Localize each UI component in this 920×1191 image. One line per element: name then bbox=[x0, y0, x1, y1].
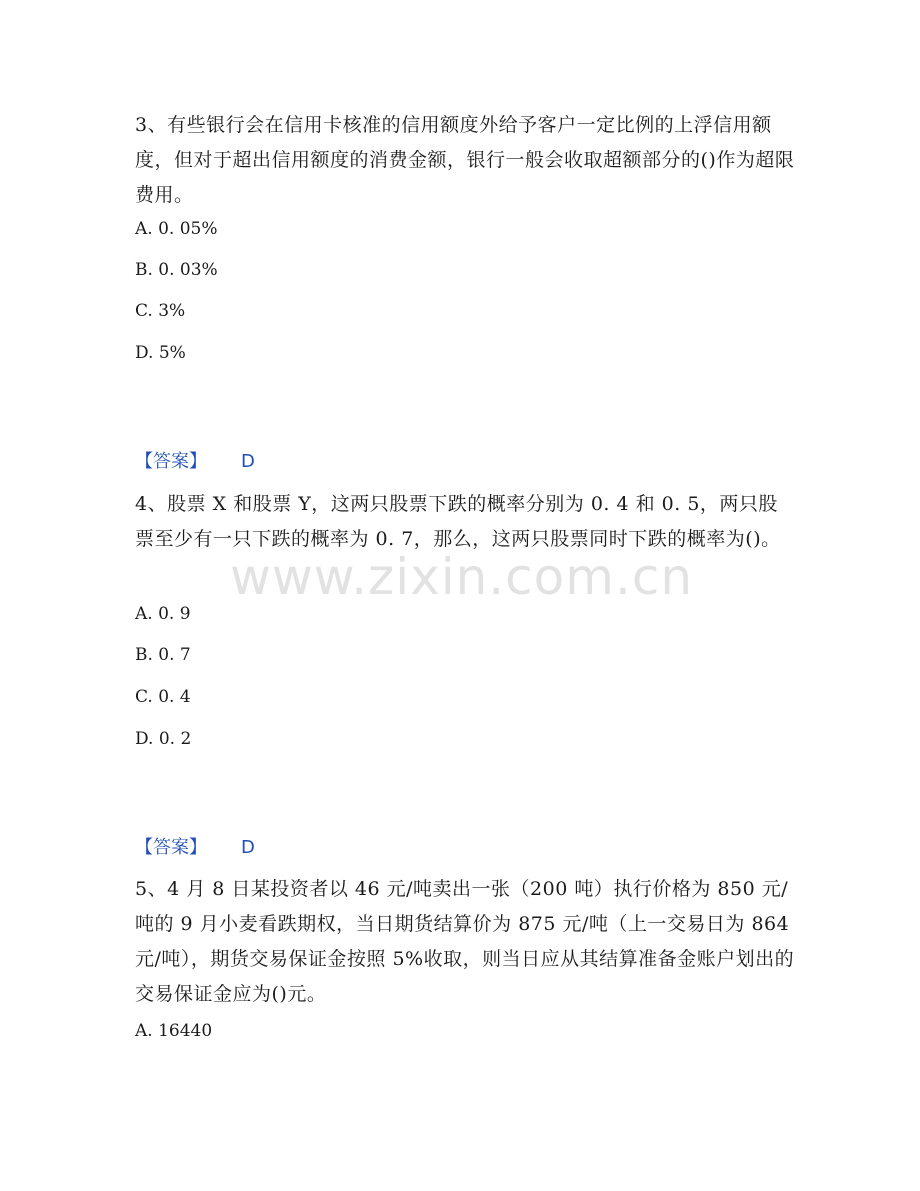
answer-tag: 【答案】 bbox=[135, 451, 207, 472]
question-4-option-b: B. 0. 7 bbox=[135, 645, 191, 665]
question-3-option-b: B. 0. 03% bbox=[135, 260, 218, 280]
question-4-option-d: D. 0. 2 bbox=[135, 729, 192, 749]
question-3-option-a: A. 0. 05% bbox=[135, 219, 218, 239]
answer-value: D bbox=[241, 451, 255, 472]
question-3-option-c: C. 3% bbox=[135, 301, 186, 321]
question-4-option-a: A. 0. 9 bbox=[135, 604, 191, 624]
question-4-answer bbox=[135, 836, 255, 860]
question-5 bbox=[135, 872, 795, 1012]
question-4 bbox=[135, 487, 795, 557]
question-4-option-c: C. 0. 4 bbox=[135, 687, 191, 707]
watermark: www.zixin.com.cn bbox=[230, 548, 694, 606]
question-3-option-d: D. 5% bbox=[135, 343, 186, 363]
answer-tag: 【答案】 bbox=[135, 837, 207, 858]
question-5-option-a: A. 16440 bbox=[135, 1021, 213, 1041]
question-3 bbox=[135, 108, 795, 213]
question-3-answer bbox=[135, 450, 255, 474]
question-3-stem: 3、有些银行会在信用卡核准的信用额度外给予客户一定比例的上浮信用额度，但对于超出信用额度的消费金额，银行一般会收取超额部分的()作为超限费用。 bbox=[135, 114, 795, 206]
answer-value: D bbox=[241, 837, 255, 858]
question-4-stem: 4、股票 X 和股票 Y，这两只股票下跌的概率分别为 0. 4 和 0. 5，两只股票至少有一只下跌的概率为 0. 7，那么，这两只股票同时下跌的概率为()。 bbox=[135, 493, 781, 550]
question-5-stem: 5、4 月 8 日某投资者以 46 元/吨卖出一张（200 吨）执行价格为 850 元/吨的 9 月小麦看跌期权，当日期货结算价为 875 元/吨（上一交易日为 864 元/吨），期货交易保证金按照 5%收取，则当日应从其结算准备金账户划出的交易保证金应为()元。 bbox=[135, 878, 795, 1005]
